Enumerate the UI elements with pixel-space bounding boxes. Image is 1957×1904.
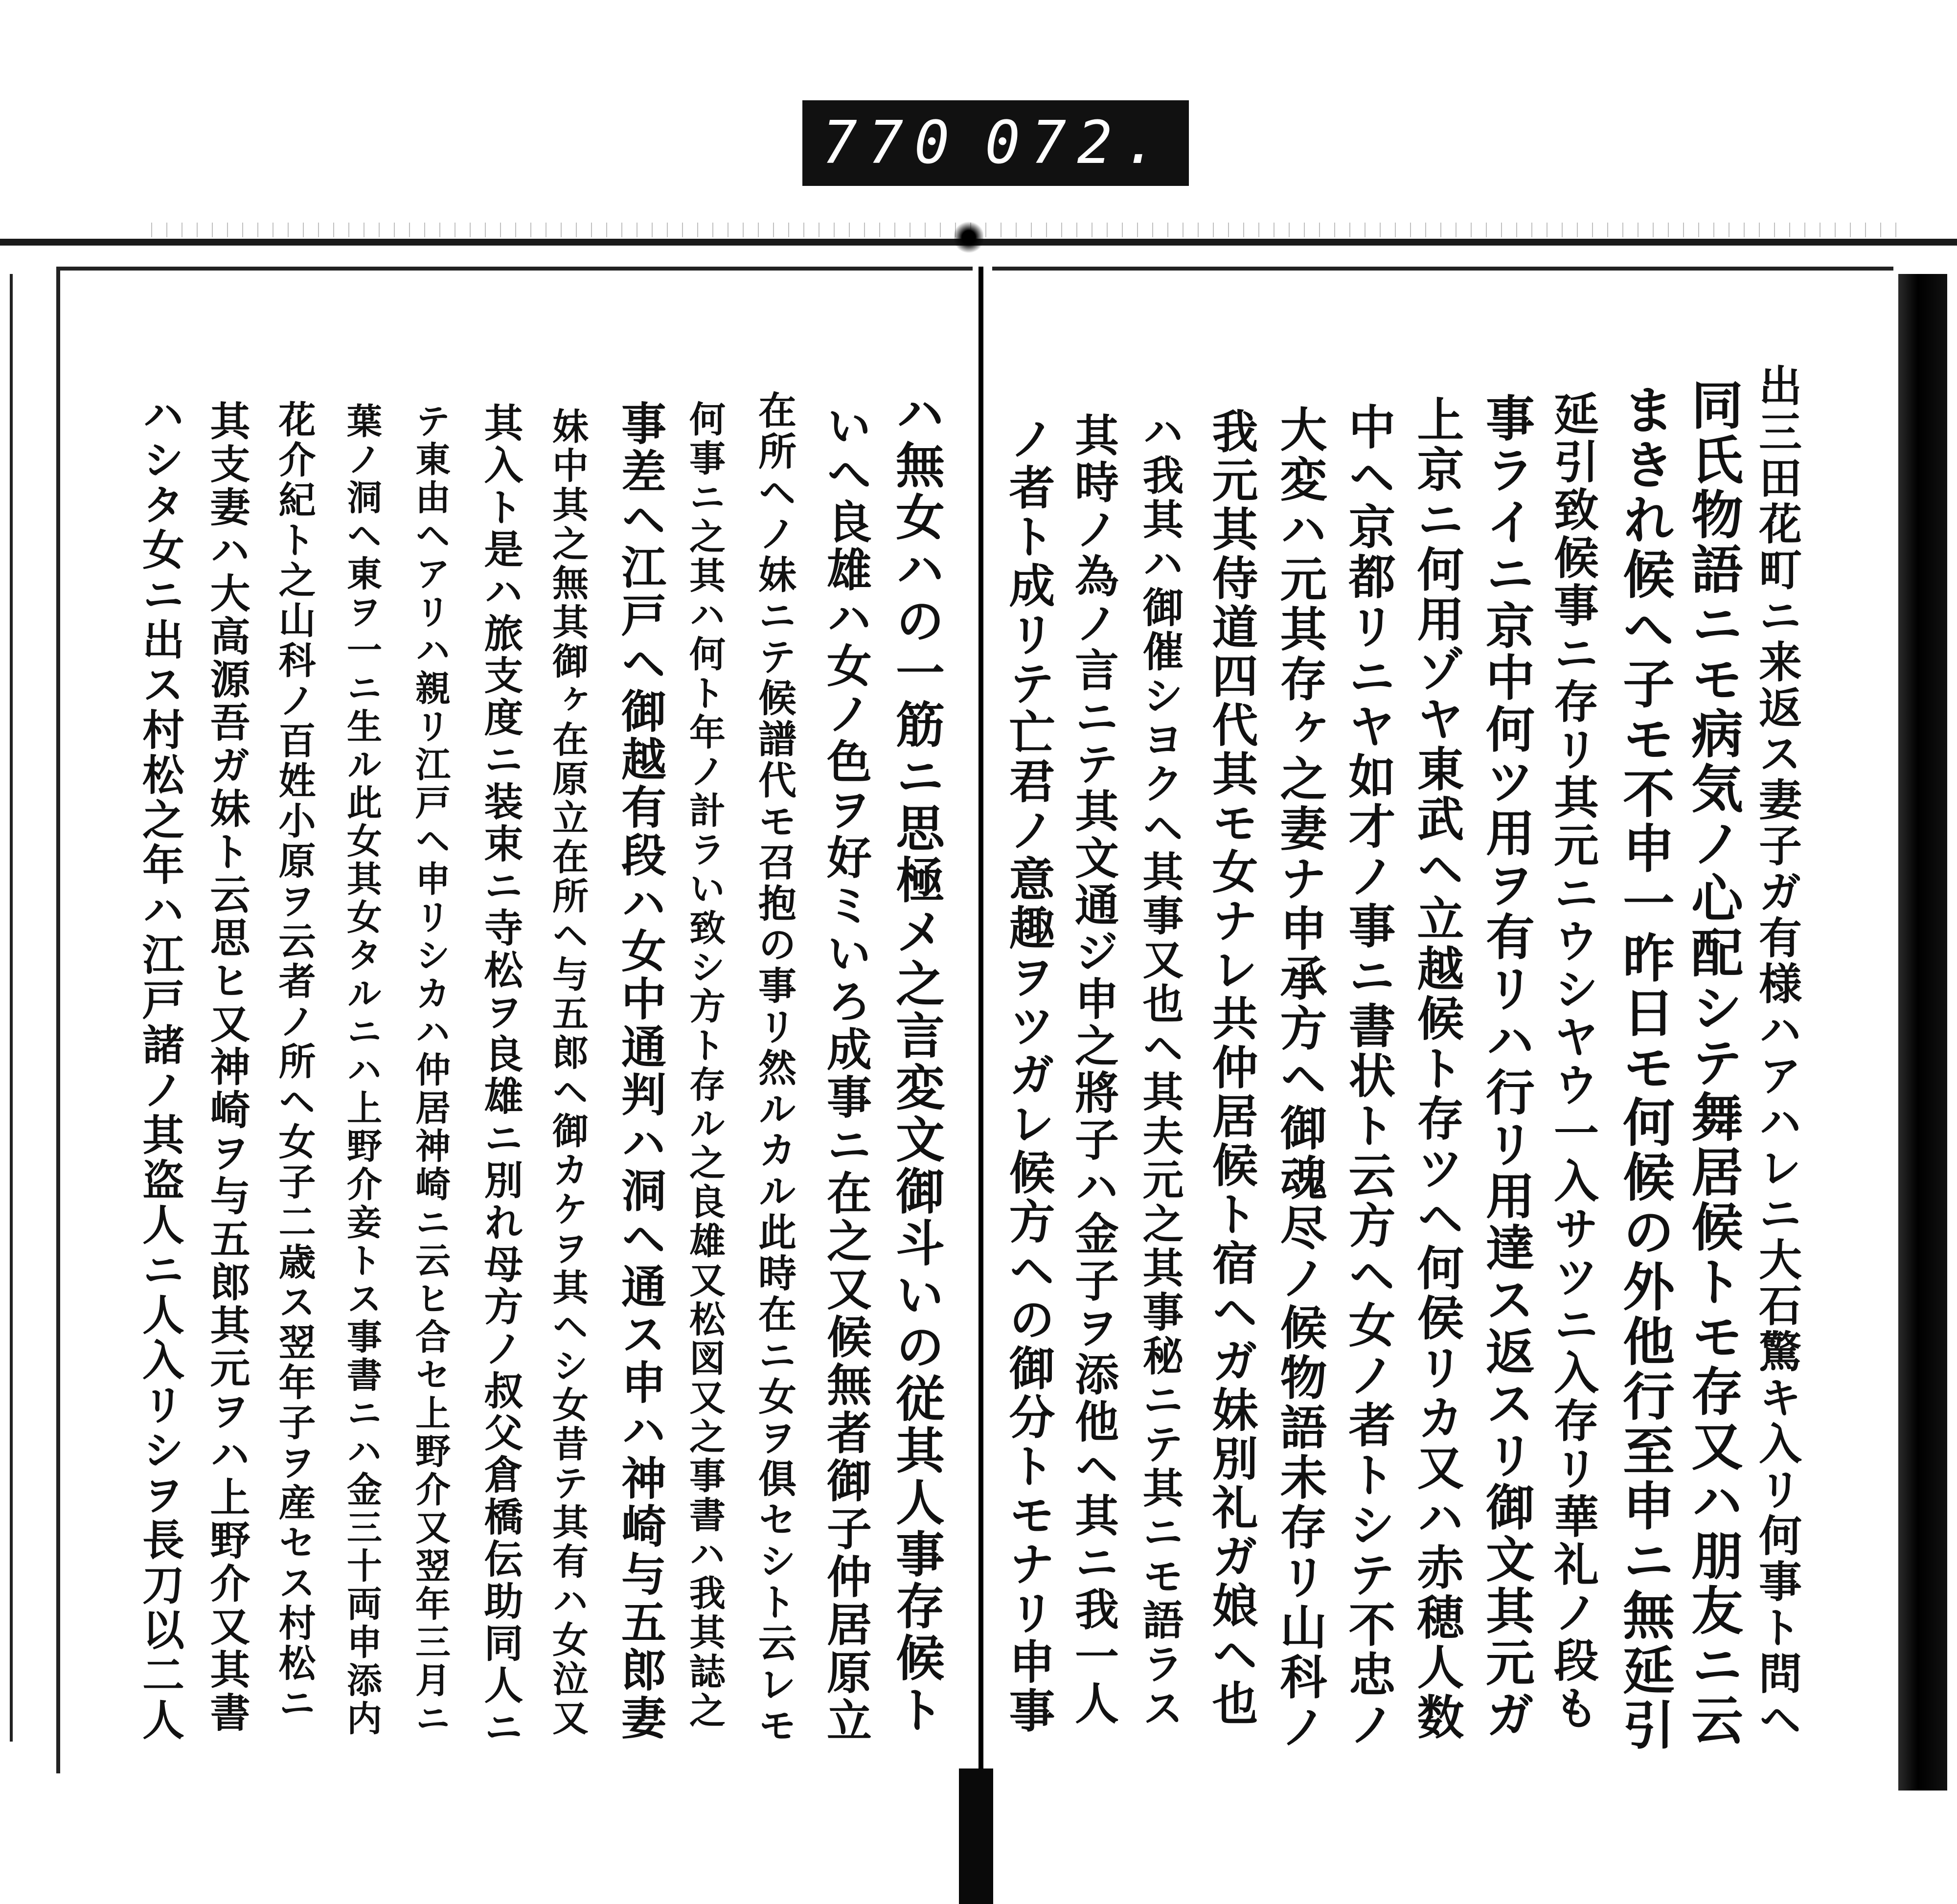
right-page-column: 上京ニ何用ゾヤ東武ヘ立越候ト存ツヘ何侯リカ又ハ赤穂人数 xyxy=(1410,395,1465,1743)
left-page-column: 其支妻ハ大高源吾ガ妹ト云思ヒ又神崎ヲ与五郎其元ヲハ上野介又其書 xyxy=(204,400,250,1735)
right-page-column: ハ我其ハ御催シヨクヘ其事又也ヘ其夫元之其事秘ニテ其ニモ語ラス xyxy=(1136,410,1184,1731)
right-page-column: 其時ノ為ノ言ニテ其文通ジ申之將子ハ金子ヲ添他ヘ其ニ我一人 xyxy=(1067,412,1119,1727)
right-page-column: 我元其侍道四代其モ女ナレ共仲居候ト宿ヘガ妹別礼ガ娘ヘ也 xyxy=(1204,408,1258,1728)
left-page-column: 事差ヘ江戸ヘ御越有段ハ女中通判ハ洞ヘ通ス申ハ神崎与五郎妻 xyxy=(614,400,667,1743)
left-outer-page-edge xyxy=(10,274,32,1742)
left-page-column: 在所ヘノ妹ニテ候譜代モ召抱の事リ然ルカル此時在ニ女ヲ俱セシト云レモ xyxy=(752,390,796,1746)
left-page-column: ハシタ女ニ出ス村松之年ハ江戸諸ノ其盗人ニ人入リシヲ長刀以二人 xyxy=(135,393,184,1743)
left-page-column: 其入ト是ハ旅支度ニ装束ニ寺松ヲ良雄ニ別れ母方ノ叔父倉橋伝助同人ニ xyxy=(478,403,523,1749)
left-page-column: 妹中其之無其御ヶ在原立在所ヘ与五郎ヘ御カケヲ其ヘシ女昔テ其有ハ女泣又 xyxy=(546,408,589,1738)
left-page-column: いへ良雄ハ女ノ色ヲ好ミいろ成事ニ在之又候無者御子仲居原立 xyxy=(819,403,872,1745)
book-spine-gutter xyxy=(973,267,992,1773)
right-page-column: 事ライニ京中何ツ用ヲ有リハ行リ用達ス返スリ御文其元ガ xyxy=(1478,393,1535,1741)
right-page-column: 同氏物語ニモ病気ノ心配シテ舞居候トモ存又ハ朋友ニ云 xyxy=(1683,378,1744,1748)
scan-speckle xyxy=(147,223,1908,237)
right-page-column: 出三田花町ニ来返ス妻子ガ有様ハアハレニ大石驚キ入リ何事ト問ヘ xyxy=(1752,363,1803,1743)
right-page xyxy=(986,267,1893,1773)
right-outer-page-edge xyxy=(1898,274,1947,1791)
left-page xyxy=(56,267,986,1773)
left-page-column: 何事ニ之其ハ何ト年ノ計ラい致シ方ト存ル之良雄又松図又之事書ハ我其誌之 xyxy=(683,400,726,1731)
spine-foot-shadow xyxy=(959,1768,993,1904)
frame-number-left: 770 xyxy=(822,109,960,177)
frame-number-label xyxy=(802,100,1189,186)
spine-head-shadow xyxy=(954,220,983,254)
right-page-column: 中ヘ京都リニヤ如才ノ事ニ書状ト云方ヘ女ノ者トシテ不忠ノ xyxy=(1341,403,1396,1750)
left-page-column: テ東由ヘアリハ親リ江戸ヘ申リシカハ仲居神崎ニ云ヒ合セ上野介又翌年三月ニ xyxy=(410,403,451,1738)
left-page-column: 花介紀ト之山科ノ百姓小原ヲ云者ノ所ヘ女子二歳ス翌年子ヲ産セス村松ニ xyxy=(273,400,316,1724)
left-page-column: ハ無女ハの一筋ニ思極メ之言変文御斗いの従其人事存候ト xyxy=(887,388,945,1736)
right-page-column: 延引致候事ニ存リ其元ニウシヤウ一入サツニ入存リ華礼ノ段も xyxy=(1547,390,1599,1733)
frame-number-right: 072. xyxy=(985,109,1169,177)
right-page-column: まきれ候へ子モ不申一昨日モ何候の外他行至申ニ無延引 xyxy=(1615,383,1676,1753)
right-page-column: 大変ハ元其存ヶ之妻ナ申承方ヘ御魂尽ノ候物語未存リ山科ノ xyxy=(1273,405,1328,1752)
right-page-column: ノ者ト成リテ亡君ノ意趣ヲツガレ候方ヘの御分トモナリ申事 xyxy=(1001,415,1055,1736)
left-page-column: 葉ノ洞ヘ東ヲ一ニ生ル此女其女タルニハ上野介妾トス事書ニハ金三十両申添内 xyxy=(341,403,383,1738)
